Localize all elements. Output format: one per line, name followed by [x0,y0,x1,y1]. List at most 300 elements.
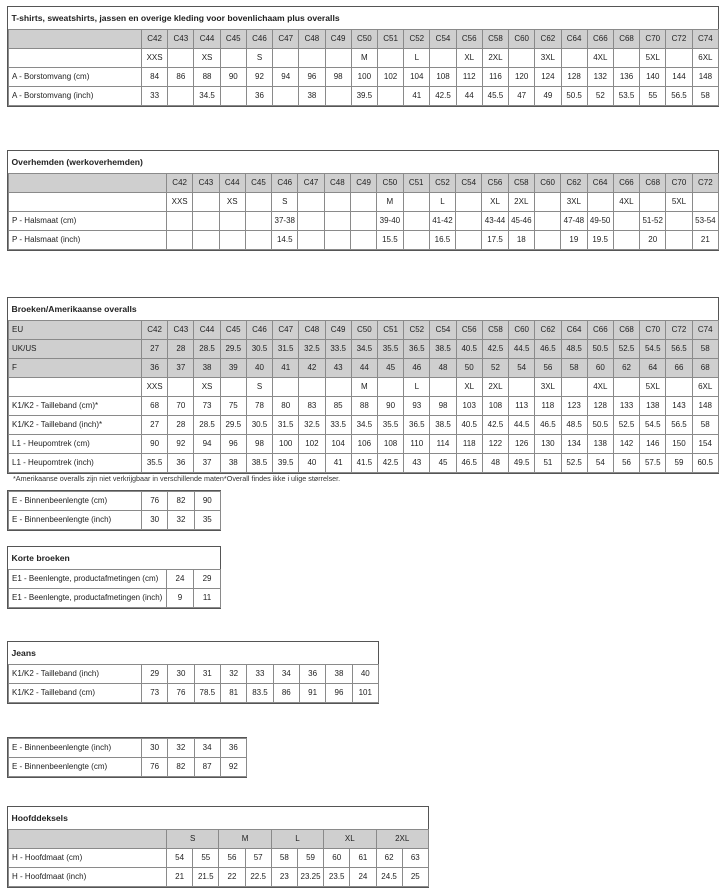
table-cell: 94 [194,435,220,454]
table-cell: 16.5 [429,231,455,250]
row-label [9,174,167,193]
table-cell [193,212,219,231]
table-title: Jeans [9,642,379,665]
table-row [9,589,221,608]
table-row [9,378,719,397]
table-cell: 46.5 [535,340,561,359]
table-cell: 39.5 [273,454,299,473]
table-cell: 9 [167,589,194,608]
table-row [9,758,247,777]
size-table [8,738,247,777]
table-cell: 32 [168,739,194,758]
table-cell: 38 [299,87,325,106]
table-row [9,511,221,530]
row-label [9,49,142,68]
table-cell [613,49,639,68]
table-cell: 54.5 [640,416,666,435]
table-cell: 52.5 [613,340,639,359]
table-cell: M [377,193,403,212]
table-cell: 32.5 [299,416,325,435]
table-cell [509,378,535,397]
table-cell: 52.5 [613,416,639,435]
table-cell: 56 [535,359,561,378]
table-cell: 32.5 [299,340,325,359]
table-cell: 33 [247,665,273,684]
table-cell: 29 [142,665,168,684]
table-cell: C46 [246,321,272,340]
table-cell: 30.5 [246,416,272,435]
table-cell: 118 [456,435,482,454]
table-cell: C49 [350,174,376,193]
table-cell: 43 [325,359,351,378]
table-cell: 30 [142,739,168,758]
table-cell: XL [456,49,482,68]
table-cell: 29.5 [220,416,246,435]
table-cell [220,378,246,397]
table-cell: 46.5 [535,416,561,435]
table-cell: L [429,193,455,212]
table-cell: 51-52 [640,212,666,231]
table-cell: 96 [220,435,246,454]
table-jeans [7,641,379,704]
table-cell: 58 [692,87,719,106]
row-label: K1/K2 - Tailleband (cm) [9,684,142,703]
table-cell: 96 [299,68,325,87]
table-cell: 126 [509,435,535,454]
table-cell: 48.5 [561,416,587,435]
table-cell: C48 [324,174,350,193]
table-cell: C49 [325,321,351,340]
table-cell [613,212,639,231]
table-cell: 110 [404,435,430,454]
table-cell [666,49,692,68]
table-cell: 54 [587,454,613,473]
row-label: E - Binnenbeenlengte (cm) [9,758,142,777]
table-cell: 68 [692,359,718,378]
table-cell: 38.5 [430,340,456,359]
table-cell: 44.5 [509,416,535,435]
table-cell: 42.5 [430,87,456,106]
table-cell: C64 [587,174,613,193]
table-cell: 33 [142,87,168,106]
table-cell: 93 [404,397,430,416]
table-cell [403,212,429,231]
table-cell: 35.5 [142,454,168,473]
table-cell: 60.5 [692,454,718,473]
table-cell: C50 [377,174,403,193]
table-cell: 59 [297,849,323,868]
table-cell: 43 [404,454,430,473]
table-cell: C70 [666,174,692,193]
table-cell: 15.5 [377,231,403,250]
table-cell: 40 [299,454,325,473]
table-cell [273,378,299,397]
table-cell: 120 [509,68,535,87]
table-cell: 30 [142,511,168,530]
row-label [9,378,142,397]
table-cell [167,231,193,250]
table-cell: 92 [246,68,272,87]
table-cell [325,378,351,397]
table-row [9,68,719,87]
table-cell: 52 [482,359,508,378]
table-cell: C66 [587,321,613,340]
table-cell: XL [324,830,376,849]
table-cell: 5XL [640,378,666,397]
header-row [9,340,719,359]
table-cell: C68 [613,321,639,340]
table-cell: 59 [666,454,692,473]
table-cell: 86 [168,68,194,87]
table-cell: C64 [561,321,587,340]
table-korte-broeken [7,546,221,609]
table-row [9,416,719,435]
table-cell: C62 [535,321,561,340]
table-cell: 41-42 [429,212,455,231]
table-cell: 44 [456,87,482,106]
table-hoofddeksels [7,806,429,888]
table-cell: 102 [299,435,325,454]
table-cell: 52 [587,87,613,106]
table-cell: 86 [273,684,299,703]
table-cell [377,87,403,106]
table-cell [245,231,271,250]
table-cell [640,193,666,212]
table-cell: 34 [194,739,220,758]
table-cell: 56.5 [666,340,692,359]
table-cell: 83.5 [247,684,273,703]
table-cell: 24.5 [376,868,402,887]
table-cell: 6XL [692,49,719,68]
table-cell: 154 [692,435,718,454]
table-cell [456,212,482,231]
table-cell: 6XL [692,378,718,397]
table-cell: 46.5 [456,454,482,473]
table-cell: C64 [561,30,587,49]
table-cell: 58 [692,416,718,435]
table-cell: 34.5 [194,87,220,106]
row-label: E - Binnenbeenlengte (inch) [9,739,142,758]
table-cell: C60 [534,174,560,193]
table-cell: 76 [168,684,194,703]
table-cell: 35.5 [377,416,403,435]
table-cell: 41 [273,359,299,378]
table-cell: 101 [352,684,378,703]
table-cell: 56 [613,454,639,473]
table-cell: 138 [640,397,666,416]
table-cell: 48 [430,359,456,378]
table-cell: 92 [220,758,246,777]
table-broeken-binnenbeenlengte [7,490,221,531]
table-cell: 128 [561,68,587,87]
table-cell: 49-50 [587,212,613,231]
table-cell: C54 [430,30,456,49]
table-cell [168,87,194,106]
table-cell: C66 [613,174,639,193]
table-cell: C74 [692,321,718,340]
table-row [9,684,379,703]
table-cell: 58 [561,359,587,378]
table-cell: 44.5 [509,340,535,359]
table-cell: XS [194,49,220,68]
table-cell [350,193,376,212]
table-cell: 28 [168,340,194,359]
table-cell: XXS [167,193,193,212]
table-cell [245,193,271,212]
table-cell: 21.5 [193,868,219,887]
table-cell: 25 [402,868,428,887]
table-cell: 5XL [640,49,666,68]
table-cell: C68 [613,30,639,49]
table-cell: C72 [692,174,719,193]
table-cell [219,231,245,250]
table-cell: 104 [404,68,430,87]
table-cell: 43-44 [482,212,508,231]
table-cell: C43 [168,30,194,49]
table-cell: 29 [194,570,221,589]
table-cell: 102 [377,68,403,87]
table-cell: 136 [613,68,639,87]
table-cell: 108 [377,435,403,454]
table-cell: 88 [194,68,220,87]
table-cell: 45-46 [508,212,534,231]
table-cell: C46 [272,174,298,193]
table-cell: 50 [456,359,482,378]
table-cell: 104 [325,435,351,454]
table-cell: L [404,49,430,68]
table-cell: 37 [194,454,220,473]
table-cell: 20 [640,231,666,250]
table-cell: 34.5 [351,416,377,435]
table-cell: C51 [377,321,403,340]
table-cell: 40 [352,665,378,684]
table-cell: 21 [167,868,193,887]
table-cell: 53.5 [613,87,639,106]
table-cell [324,231,350,250]
table-cell [666,378,692,397]
table-title: Korte broeken [9,547,221,570]
table-cell: 36 [168,454,194,473]
table-cell: 53-54 [692,212,719,231]
table-cell: 82 [168,758,194,777]
table-cell: C58 [482,321,508,340]
table-cell: 34 [273,665,299,684]
table-cell: 134 [561,435,587,454]
table-cell: 52.5 [561,454,587,473]
table-row [9,454,719,473]
table-cell: 142 [613,435,639,454]
table-cell: 40.5 [456,340,482,359]
table-cell [324,212,350,231]
table-cell: 76 [142,492,168,511]
table-cell: 29.5 [220,340,246,359]
table-cell: 114 [430,435,456,454]
table-cell: 38 [220,454,246,473]
table-cell: S [246,378,272,397]
table-cell: C47 [298,174,324,193]
table-cell: 4XL [613,193,639,212]
table-cell: XXS [142,49,168,68]
row-label: K1/K2 - Tailleband (inch)* [9,416,142,435]
table-cell [193,231,219,250]
table-cell: C60 [509,321,535,340]
table-cell: 38 [326,665,352,684]
table-cell: 118 [535,397,561,416]
table-cell: 19.5 [587,231,613,250]
table-cell: C48 [299,30,325,49]
table-cell: 92 [168,435,194,454]
table-cell: C60 [509,30,535,49]
table-cell: 22.5 [245,868,271,887]
table-cell: 19 [561,231,587,250]
table-cell: 49 [535,87,561,106]
table-cell: C70 [640,321,666,340]
table-cell: 36.5 [404,340,430,359]
table-cell: 41.5 [351,454,377,473]
table-cell: 78 [246,397,272,416]
row-label: F [9,359,142,378]
table-cell: 55 [640,87,666,106]
table-cell: 138 [587,435,613,454]
table-cell: 62 [613,359,639,378]
table-cell: 3XL [561,193,587,212]
table-cell: 32 [168,511,194,530]
table-cell: 140 [640,68,666,87]
table-cell: 56 [219,849,245,868]
table-cell: 56.5 [666,416,692,435]
table-cell: 41 [325,454,351,473]
table-cell [350,231,376,250]
table-cell: 39 [220,359,246,378]
table-cell: C52 [429,174,455,193]
table-cell [509,49,535,68]
table-cell: 4XL [587,49,613,68]
row-label: E - Binnenbeenlengte (cm) [9,492,142,511]
table-cell: 36 [142,359,168,378]
table-cell: 70 [168,397,194,416]
header-row [9,174,719,193]
table-title: T-shirts, sweatshirts, jassen en overige kleding voor bovenlichaam plus overalls [9,7,719,30]
table-cell [325,49,351,68]
table-cell: 36.5 [404,416,430,435]
table-cell: C46 [246,30,272,49]
table-cell: 45 [377,359,403,378]
table-cell [534,212,560,231]
table-cell: 47 [509,87,535,106]
table-cell: C52 [404,30,430,49]
header-row [9,830,429,849]
table-cell: 57.5 [640,454,666,473]
table-cell: C50 [351,30,377,49]
table-cell: 36 [299,665,325,684]
table-cell: 37-38 [272,212,298,231]
row-label: P - Halsmaat (cm) [9,212,167,231]
table-cell [666,231,692,250]
table-cell [561,378,587,397]
table-cell: 35.5 [377,340,403,359]
table-cell: 90 [194,492,220,511]
table-cell: C43 [168,321,194,340]
table-cell: C44 [219,174,245,193]
table-cell: 47-48 [561,212,587,231]
row-label: E1 - Beenlengte, productafmetingen (inch) [9,589,167,608]
row-label [9,830,167,849]
table-row [9,87,719,106]
size-table [8,547,221,608]
table-cell: 2XL [376,830,428,849]
header-row [9,321,719,340]
table-cell: 31.5 [273,340,299,359]
table-cell: 27 [142,416,168,435]
table-cell [168,49,194,68]
table-cell: L [271,830,323,849]
table-cell: 14.5 [272,231,298,250]
table-cell [692,193,719,212]
table-cell: C58 [482,30,508,49]
table-cell: 38.5 [430,416,456,435]
table-cell: 23.5 [324,868,350,887]
table-cell: C58 [508,174,534,193]
table-cell: C51 [403,174,429,193]
table-cell [324,193,350,212]
table-cell: 132 [587,68,613,87]
size-table [8,491,221,530]
row-label: L1 - Heupomtrek (inch) [9,454,142,473]
row-label: UK/US [9,340,142,359]
table-cell: 30.5 [246,340,272,359]
table-row [9,435,719,454]
table-cell: 54.5 [640,340,666,359]
table-cell: 148 [692,68,719,87]
table-cell: 23 [271,868,297,887]
table-cell: C47 [273,30,299,49]
table-cell: 91 [299,684,325,703]
table-cell: 94 [273,68,299,87]
table-cell: C68 [640,174,666,193]
table-cell: 98 [246,435,272,454]
table-cell: 66 [666,359,692,378]
table-cell: C47 [273,321,299,340]
table-cell: S [246,49,272,68]
row-label: P - Halsmaat (inch) [9,231,167,250]
table-row [9,665,379,684]
table-overhemden [7,150,719,251]
table-cell [430,378,456,397]
table-cell [193,193,219,212]
table-cell: 61 [350,849,376,868]
row-label: K1/K2 - Tailleband (cm)* [9,397,142,416]
table-cell [377,378,403,397]
table-cell: 73 [142,684,168,703]
row-label: A - Borstomvang (cm) [9,68,142,87]
table-cell: XL [482,193,508,212]
table-cell: M [351,49,377,68]
header-row [9,359,719,378]
table-cell: 54 [167,849,193,868]
broeken-footnote: *Amerikaanse overalls zijn niet verkrijgbaar in verschillende maten*Overall findes ikke i ulige størrelser. [13,474,341,483]
table-cell: 22 [219,868,245,887]
table-cell: 55 [193,849,219,868]
row-label: E1 - Beenlengte, productafmetingen (cm) [9,570,167,589]
table-cell: S [272,193,298,212]
table-cell: 90 [220,68,246,87]
size-table [8,642,379,703]
table-cell: 49.5 [509,454,535,473]
table-cell: 90 [142,435,168,454]
table-cell: 124 [535,68,561,87]
table-cell: 38.5 [246,454,272,473]
table-cell: C51 [377,30,403,49]
